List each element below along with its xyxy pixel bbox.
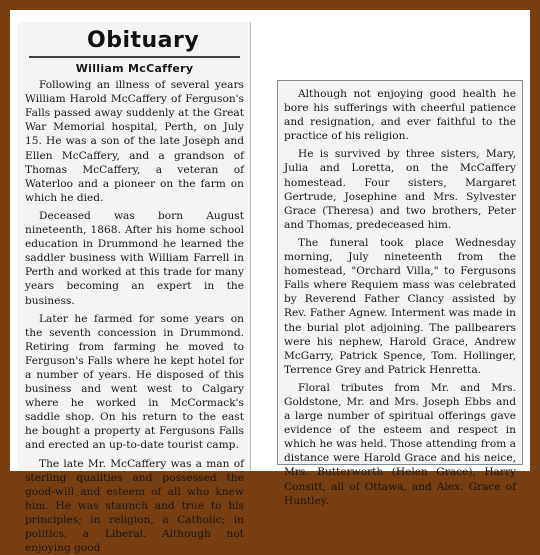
- obituary-heading: Obituary: [87, 28, 200, 53]
- paragraph: The late Mr. McCaffery was a man of sterling qualities and possessed the good-will and esteem of all who knew him. He was staunch and true to his principles; in religion, a Catholic; in politics, a Liberal. Although not enjoying good: [25, 457, 244, 555]
- paragraph: He is survived by three sisters, Mary, Julia and Loretta, on the McCaffery homestead. Four sisters, Margaret Gertrude, Josephine and Mrs. Sylvester Grace (Theresa) and two brothers, Peter and Thomas, predeceased him.: [284, 148, 516, 231]
- right-column: [277, 80, 523, 507]
- paragraph: Later he farmed for some years on the seventh concession in Drummond. Retiring from farming he moved to Ferguson's Falls where he kept hotel for a number of years. He disposed of this business and went west to Calgary where he worked in McCormack's saddle shop. On his return to the east he bought a property at Fergusons Falls and erected an up-to-date tourist camp.: [25, 312, 244, 452]
- heading-rule: [29, 56, 240, 58]
- left-column: [18, 22, 251, 555]
- paragraph: The funeral took place Wednesday morning, July nineteenth from the homestead, "Orchard Villa," to Fergusons Falls where Requiem mass was celebrated by Reverend Father Clancy assisted by Rev. Father Agnew. Interment was made in the burial plot adjoining. The pallbearers were his nephew, Harold Grace, Andrew McGarry, Patrick Spence, Tom. Hollinger, Terrence Grey and Patrick Henretta.: [284, 236, 516, 376]
- paragraph: Deceased was born August nineteenth, 1868. After his home school education in Drummond he learned the saddler business with William Farrell in Perth and worked at this trade for many years becoming an expert in the business.: [25, 209, 244, 307]
- clipping-frame: [10, 10, 530, 555]
- paragraph: Following an illness of several years William Harold McCaffery of Ferguson's Falls passed away suddenly at the Great War Memorial hospital, Perth, on July 15. He was a son of the late Joseph and Ellen McCaffery, and a grandson of Thomas McCaffery, a veteran of Waterloo and a pioneer on the farm on which he died.: [25, 79, 244, 204]
- paragraph: Floral tributes from Mr. and Mrs. Goldstone, Mr. and Mrs. Joseph Ebbs and a large number of spiritual offerings gave evidence of the esteem and respect in which he was held. Those attending from a distance were Harold Grace and his neice, Mrs. Butterworth (Helen Grace), Harry Consitt, all of Ottawa, and Alex. Grace of Huntley.: [284, 381, 516, 507]
- deceased-name: William McCaffery: [75, 62, 194, 75]
- paragraph: Although not enjoying good health he bore his sufferings with cheerful patience and resignation, and ever faithful to the practice of his religion.: [284, 88, 516, 143]
